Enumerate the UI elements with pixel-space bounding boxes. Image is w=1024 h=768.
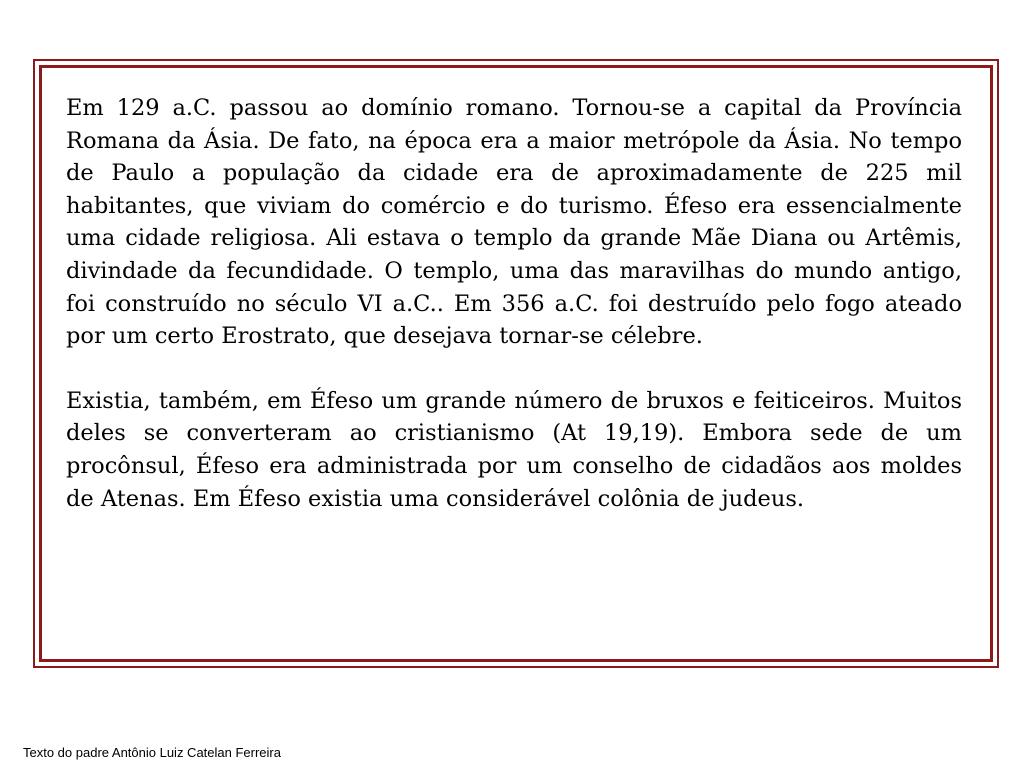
paragraph-1: Em 129 a.C. passou ao domínio romano. Tornou-se a capital da Província Romana da Ásia. De fato, na época era a maior metrópole da Ásia. No tempo de Paulo a população da cidade era de aproximadamente de 225 mil habitantes, que viviam do comércio e do turismo. Éfeso era essencialmente uma cidade religiosa. Ali estava o templo da grande Mãe Diana ou Artêmis, divindade da fecundidade. O templo, uma das maravilhas do mundo antigo, foi construído no século VI a.C.. Em 356 a.C. foi destruído pelo fogo ateado por um certo Erostrato, que desejava tornar-se célebre. (66, 95, 962, 350)
body-text (66, 92, 962, 515)
footer-credit: Texto do padre Antônio Luiz Catelan Ferreira (23, 745, 281, 760)
paragraph-2: Existia, também, em Éfeso um grande número de bruxos e feiticeiros. Muitos deles se converteram ao cristianismo (At 19,19). Embora sede de um procônsul, Éfeso era administrada por um conselho de cidadãos aos moldes de Atenas. Em Éfeso existia uma considerável colônia de judeus. (66, 387, 962, 512)
